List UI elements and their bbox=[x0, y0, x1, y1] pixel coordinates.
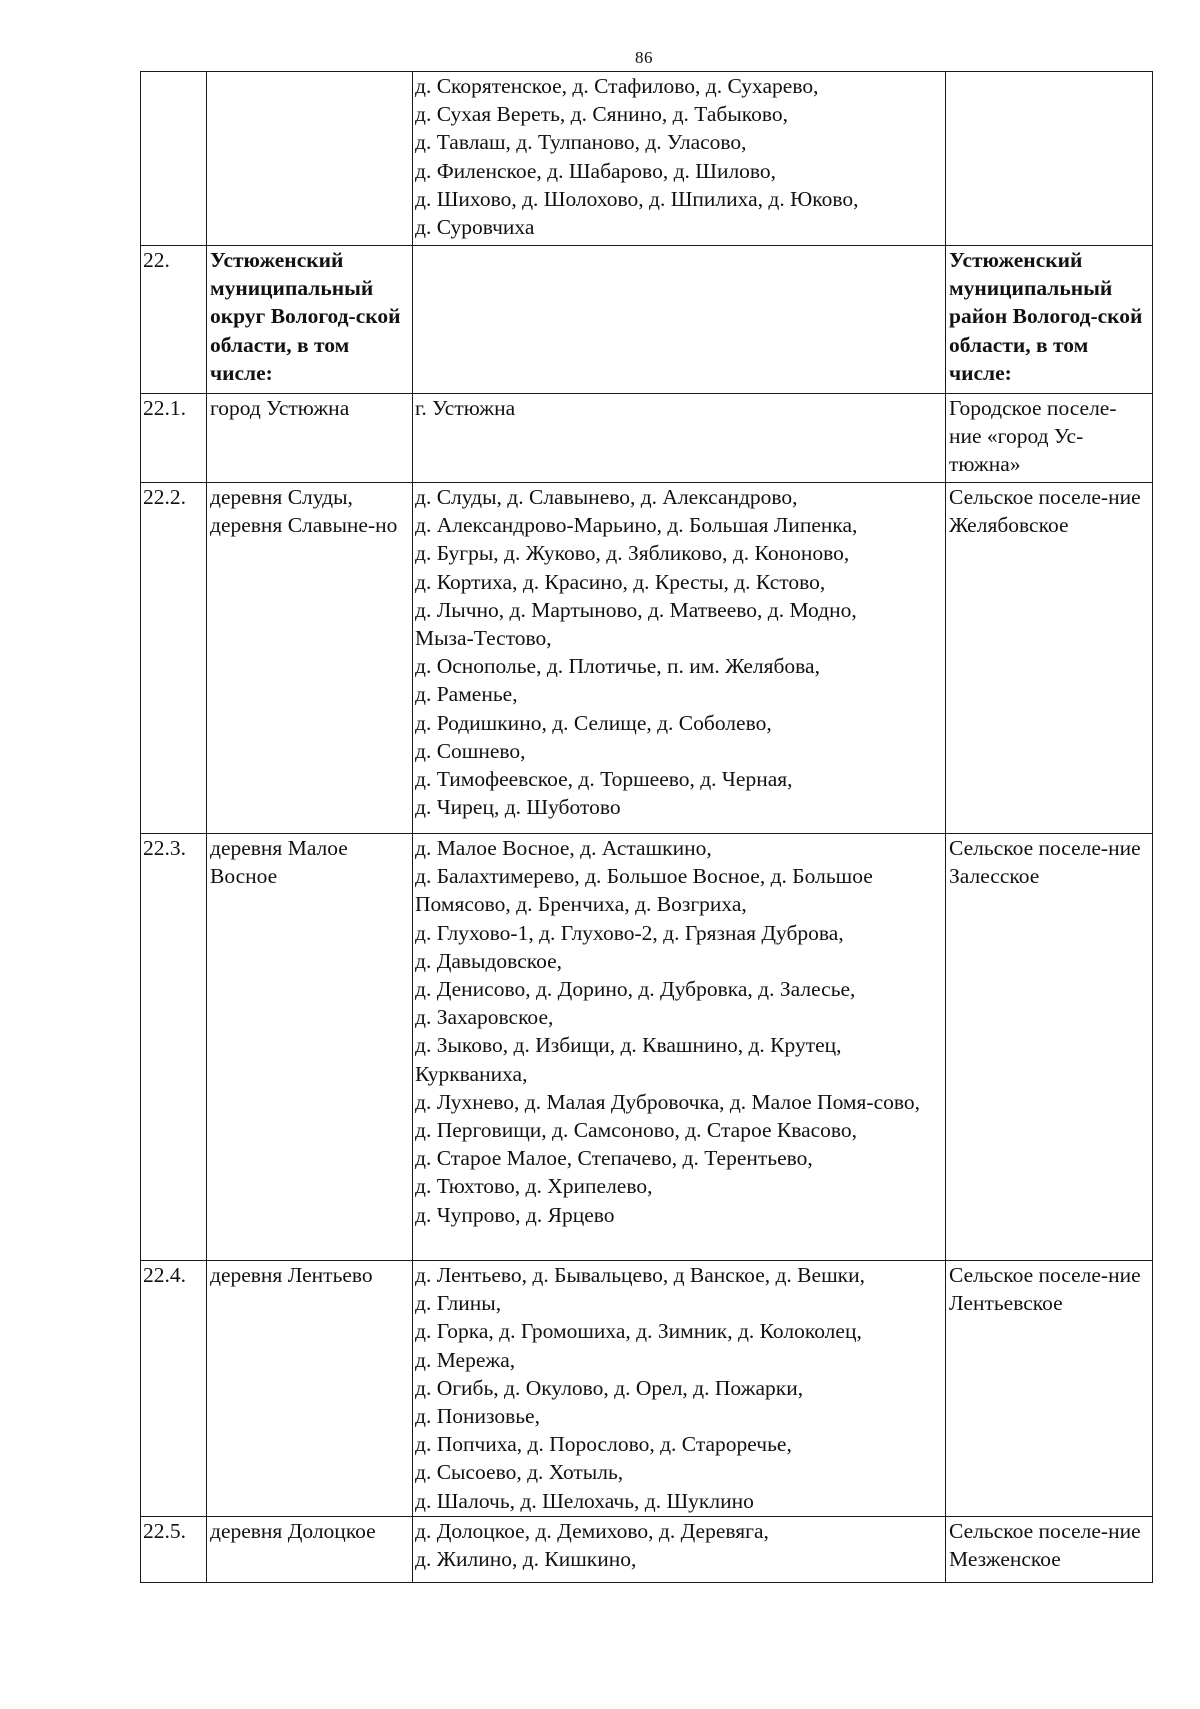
row-number-cell: 22.4. bbox=[141, 1261, 207, 1517]
municipality-name-cell: Устюженский муниципальный округ Вологод-ской области, в том числе: bbox=[207, 246, 413, 394]
former-municipality-cell: Сельское поселе-ние Залесское bbox=[946, 834, 1153, 1261]
table-row-continuation bbox=[141, 72, 1153, 246]
former-municipality-cell: Сельское поселе-ние Желябовское bbox=[946, 483, 1153, 834]
row-number-cell: 22.3. bbox=[141, 834, 207, 1261]
settlements-list-cell: д. Лентьево, д. Бывальцево, д Ванское, д. Вешки, д. Глины, д. Горка, д. Громошиха, д. Зимник, д. Колоколец, д. Мережа, д. Огибь, д. Окулово, д. Орел, д. Пожарки, д. Понизовье, д. Попчиха, д. Порослово, д. Староречье, д. Сысоево, д. Хотыль, д. Шалочь, д. Шелохачь, д. Шуклино bbox=[413, 1261, 946, 1517]
table-row-22-4 bbox=[141, 1261, 1153, 1517]
table-row-22-5 bbox=[141, 1517, 1153, 1583]
former-municipality-cell bbox=[946, 72, 1153, 246]
row-number-cell bbox=[141, 72, 207, 246]
former-municipality-cell: Устюженский муниципальный район Вологод-ской области, в том числе: bbox=[946, 246, 1153, 394]
settlements-list-cell: д. Скорятенское, д. Стафилово, д. Сухарево, д. Сухая Вереть, д. Сянино, д. Табыково, д. Тавлаш, д. Тулпаново, д. Уласово, д. Филенское, д. Шабарово, д. Шилово, д. Шихово, д. Шолохово, д. Шпилиха, д. Юково, д. Суровчиха bbox=[413, 72, 946, 246]
table-row-22-2 bbox=[141, 483, 1153, 834]
municipality-name-cell: деревня Слуды, деревня Славыне-но bbox=[207, 483, 413, 834]
settlements-list-cell: д. Долоцкое, д. Демихово, д. Деревяга, д. Жилино, д. Кишкино, bbox=[413, 1517, 946, 1583]
municipality-name-cell: деревня Лентьево bbox=[207, 1261, 413, 1517]
municipal-table bbox=[140, 71, 1153, 1583]
settlements-list-cell: д. Слуды, д. Славынево, д. Александрово, д. Александрово-Марьино, д. Большая Липенка, д. Бугры, д. Жуково, д. Зябликово, д. Кононово, д. Кортиха, д. Красино, д. Кресты, д. Кстово, д. Лычно, д. Мартыново, д. Матвеево, д. Модно, Мыза-Тестово, д. Оснополье, д. Плотичье, п. им. Желябова, д. Раменье, д. Родишкино, д. Селище, д. Соболево, д. Сошнево, д. Тимофеевское, д. Торшеево, д. Черная, д. Чирец, д. Шуботово bbox=[413, 483, 946, 834]
former-municipality-cell: Сельское поселе-ние Мезженское bbox=[946, 1517, 1153, 1583]
municipality-name-cell: город Устюжна bbox=[207, 394, 413, 483]
table-row-22-1 bbox=[141, 394, 1153, 483]
former-municipality-cell: Сельское поселе-ние Лентьевское bbox=[946, 1261, 1153, 1517]
row-number-cell: 22.2. bbox=[141, 483, 207, 834]
municipality-name-cell bbox=[207, 72, 413, 246]
row-number-cell: 22.5. bbox=[141, 1517, 207, 1583]
page-number: 86 bbox=[635, 48, 653, 67]
table-row-22 bbox=[141, 246, 1153, 394]
row-number-cell: 22.1. bbox=[141, 394, 207, 483]
settlements-list-cell: г. Устюжна bbox=[413, 394, 946, 483]
municipality-name-cell: деревня Долоцкое bbox=[207, 1517, 413, 1583]
table-row-22-3 bbox=[141, 834, 1153, 1261]
row-number-cell: 22. bbox=[141, 246, 207, 394]
settlements-list-cell: д. Малое Восное, д. Асташкино, д. Балахтимерево, д. Большое Восное, д. Большое Помясово, д. Бренчиха, д. Возгриха, д. Глухово-1, д. Глухово-2, д. Грязная Дуброва, д. Давыдовское, д. Денисово, д. Дорино, д. Дубровка, д. Залесье, д. Захаровское, д. Зыково, д. Избищи, д. Квашнино, д. Крутец, Куркваниха, д. Лухнево, д. Малая Дубровочка, д. Малое Помя-сово, д. Перговищи, д. Самсоново, д. Старое Квасово, д. Старое Малое, Степачево, д. Терентьево, д. Тюхтово, д. Хрипелево, д. Чупрово, д. Ярцево bbox=[413, 834, 946, 1261]
settlements-list-cell bbox=[413, 246, 946, 394]
former-municipality-cell: Городское поселе-ние «город Ус-тюжна» bbox=[946, 394, 1153, 483]
municipality-name-cell: деревня Малое Восное bbox=[207, 834, 413, 1261]
